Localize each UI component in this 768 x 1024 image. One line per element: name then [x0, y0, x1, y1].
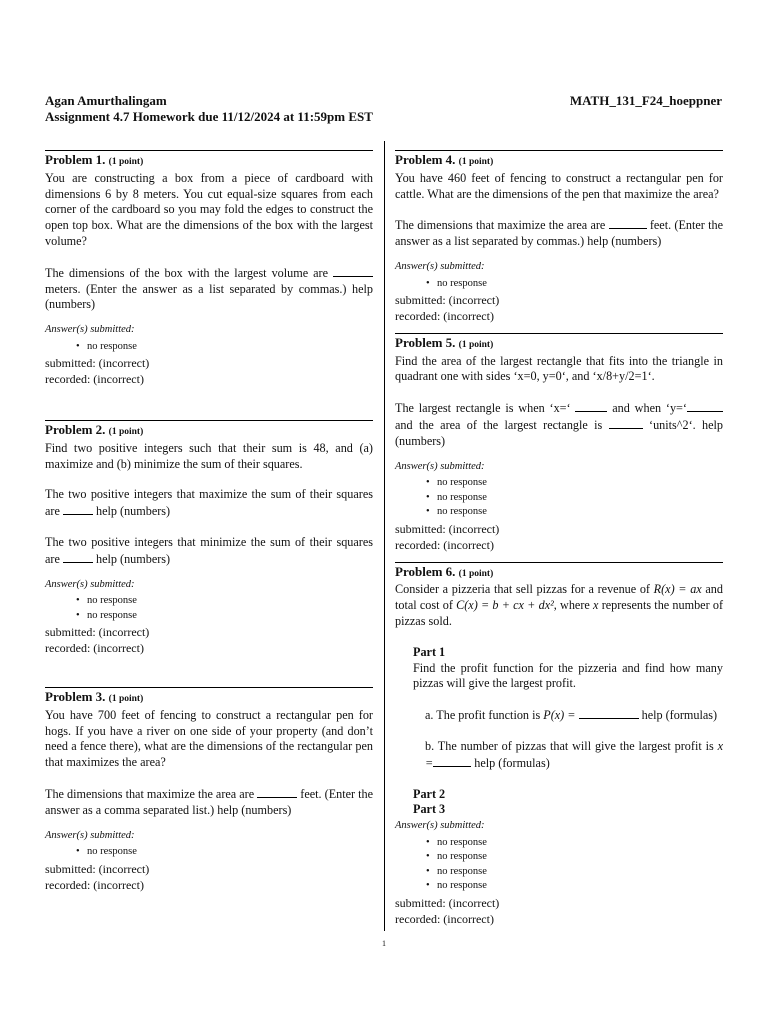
part-text: Find the profit function for the pizzeria and find how many pizzas will give the largest profit. [413, 660, 723, 691]
question: The largest rectangle is when ‘x=‘ and when ‘y=‘ and the area of the largest rectangle is ‘units^2‘. help (numbers) [395, 401, 724, 448]
problem-6 [395, 562, 723, 928]
problem-3 [45, 687, 373, 893]
answers-submitted-label: Answer(s) submitted: [395, 820, 485, 832]
part-1 [413, 645, 723, 818]
problem-1 [45, 150, 373, 388]
submitted-status: submitted: (incorrect) [395, 293, 500, 308]
part-title: Part 3 [413, 802, 446, 817]
recorded-status: recorded: (incorrect) [45, 372, 144, 387]
page-header-left [45, 93, 373, 125]
left-column [45, 150, 373, 894]
answers-submitted-label: Answer(s) submitted: [395, 260, 485, 272]
answers-submitted-label: Answer(s) submitted: [395, 460, 485, 472]
submitted-status: submitted: (incorrect) [395, 895, 500, 910]
problem-text: You have 700 feet of fencing to construct a rectangular pen for hogs. If you have a river on one side of your property (and don’t need a fence there), what are the dimensions of the rectangular pen that maximizes the area? [45, 707, 373, 770]
problem-title: Problem 1. (1 point) [45, 152, 144, 167]
problem-text: Consider a pizzeria that sell pizzas for a revenue of R(x) = ax and total cost of C(x) = b + cx + dx², where x represents the number of pizzas sold. [395, 582, 724, 628]
answer-blank[interactable] [63, 551, 93, 563]
response-list [45, 340, 373, 355]
response-list [395, 277, 723, 292]
recorded-status: recorded: (incorrect) [395, 911, 494, 926]
problem-title: Problem 2. (1 point) [45, 422, 144, 438]
problem-title: Problem 5. (1 point) [395, 334, 494, 350]
list-item: • no response [437, 879, 723, 894]
question: b. The number of pizzas that will give the largest profit is x = help (formulas) [425, 738, 723, 770]
answers-submitted-label: Answer(s) submitted: [45, 578, 135, 590]
submitted-status: submitted: (incorrect) [395, 521, 500, 536]
problem-title: Problem 6. (1 point) [395, 563, 494, 579]
submitted-status: submitted: (incorrect) [45, 861, 150, 876]
problem-text: Find two positive integers such that their sum is 48, and (a) maximize and (b) minimize the sum of their squares. [45, 440, 373, 471]
problem-2 [45, 420, 373, 657]
answer-blank[interactable] [333, 265, 373, 277]
list-item: • no response [87, 845, 373, 860]
answer-blank[interactable] [609, 417, 643, 429]
list-item: • no response [437, 505, 723, 520]
answer-blank[interactable] [579, 707, 639, 719]
answer-blank[interactable] [257, 786, 297, 798]
problem-text: Find the area of the largest rectangle that fits into the triangle in quadrant one with sides ‘x=0, y=0‘, and ‘x/8+y/2=1‘. [395, 353, 723, 384]
answer-blank[interactable] [609, 217, 647, 229]
answer-blank[interactable] [575, 400, 607, 412]
part-title: Part 2 [413, 786, 446, 801]
answer-blank[interactable] [433, 755, 471, 767]
answers-submitted-label: Answer(s) submitted: [45, 324, 135, 336]
column-divider [384, 141, 385, 931]
recorded-status: recorded: (incorrect) [45, 641, 144, 656]
problem-title: Problem 3. (1 point) [45, 689, 144, 705]
submitted-status: submitted: (incorrect) [45, 356, 150, 371]
question: The dimensions of the box with the largest volume are meters. (Enter the answer as a list separated by commas.) help (numbers) [45, 265, 373, 312]
response-list [395, 836, 723, 894]
problem-text: You are constructing a box from a piece of cardboard with dimensions 6 by 8 meters. You cut equal-size squares from each corner of the cardboard so you may fold the edges to construct the open top box. What are the dimensions of the box with the largest volume? [45, 170, 373, 248]
response-list [45, 594, 373, 623]
list-item: • no response [87, 340, 373, 355]
list-item: • no response [437, 836, 723, 851]
question: The dimensions that maximize the area are feet. (Enter the answer as a list separated by commas.) help (numbers) [395, 218, 723, 249]
list-item: • no response [437, 277, 723, 292]
question: a. The profit function is P(x) = help (formulas) [425, 708, 718, 723]
list-item: • no response [87, 609, 373, 624]
response-list [45, 845, 373, 860]
problem-5 [395, 333, 723, 554]
recorded-status: recorded: (incorrect) [395, 309, 494, 324]
answer-blank[interactable] [63, 503, 93, 515]
answers-submitted-label: Answer(s) submitted: [45, 829, 135, 841]
response-list [395, 476, 723, 520]
problem-text: You have 460 feet of fencing to construct a rectangular pen for cattle. What are the dimensions of the pen that maximize the area? [395, 170, 723, 201]
part-title: Part 1 [413, 644, 446, 659]
question: The two positive integers that minimize the sum of their squares are help (numbers) [45, 535, 373, 566]
assignment-title: Assignment 4.7 Homework due 11/12/2024 at 11:59pm EST [45, 109, 373, 124]
problem-title: Problem 4. (1 point) [395, 152, 494, 167]
list-item: • no response [437, 491, 723, 506]
page-number: 1 [382, 939, 386, 948]
list-item: • no response [437, 850, 723, 865]
recorded-status: recorded: (incorrect) [45, 877, 144, 892]
list-item: • no response [437, 865, 723, 880]
question: The two positive integers that maximize the sum of their squares are help (numbers) [45, 487, 373, 519]
list-item: • no response [87, 594, 373, 609]
question: The dimensions that maximize the area are feet. (Enter the answer as a comma separated list.) help (numbers) [45, 787, 374, 817]
recorded-status: recorded: (incorrect) [395, 537, 494, 552]
student-name: Agan Amurthalingam [45, 93, 167, 108]
submitted-status: submitted: (incorrect) [45, 625, 150, 640]
list-item: • no response [437, 476, 723, 491]
problem-4 [395, 150, 723, 325]
right-column [395, 150, 723, 928]
answer-blank[interactable] [687, 400, 723, 412]
course-code: MATH_131_F24_hoeppner [569, 93, 722, 108]
